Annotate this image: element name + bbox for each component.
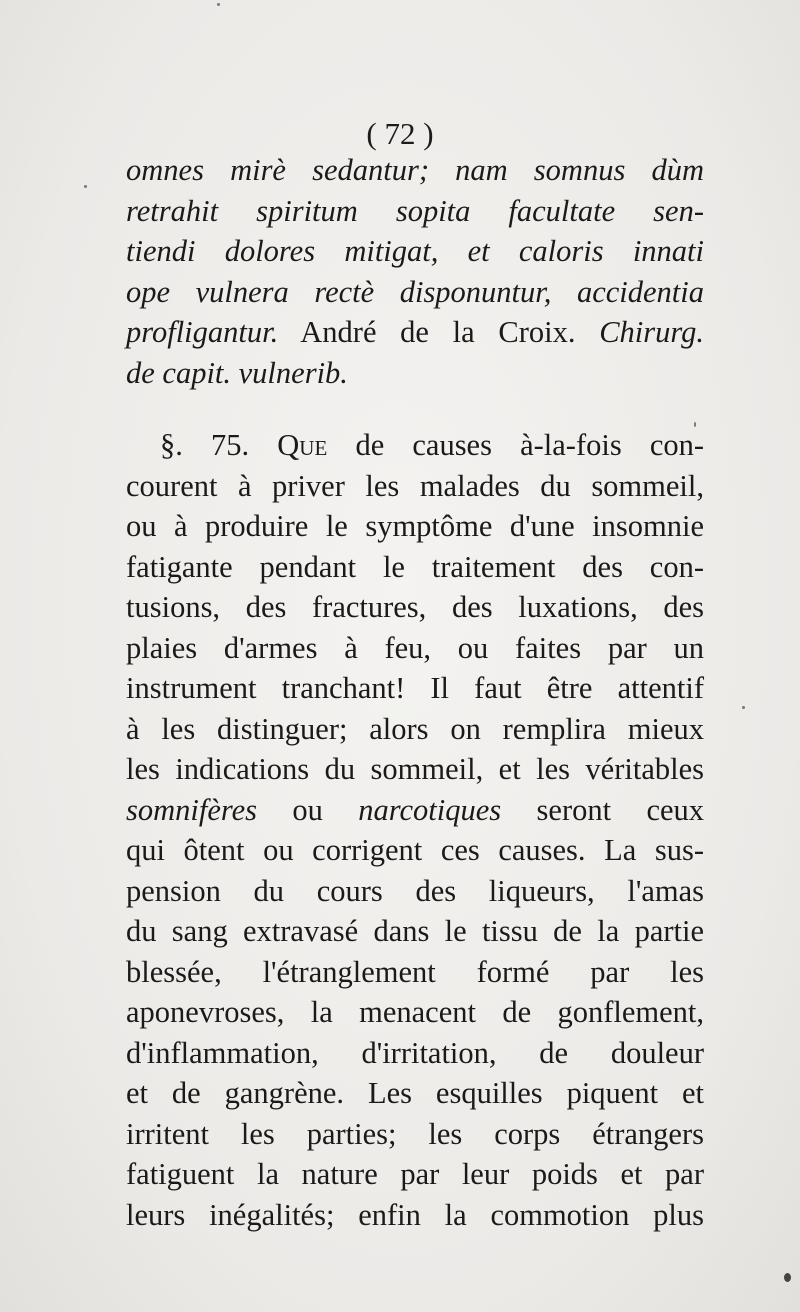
latin-quotation <box>126 150 704 393</box>
quote-line: omnes mirè sedantur; nam somnus dùm <box>126 153 704 187</box>
citation-author: André de la Croix. <box>300 315 576 349</box>
section-line: d'inflammation, d'irritation, de douleur <box>126 1035 704 1070</box>
paper-speck <box>694 422 696 427</box>
section-line: et de gangrène. Les esquilles piquent et <box>126 1076 704 1110</box>
quote-line: de capit. vulnerib. <box>126 355 348 390</box>
section-line: tusions, des fractures, des luxations, des <box>126 590 704 624</box>
section-words: seront ceux <box>536 792 705 827</box>
paper-speck <box>742 706 745 709</box>
section-lead-word: Que <box>277 428 328 462</box>
citation-work: Chirurg. <box>599 315 704 349</box>
section-line: blessée, l'étranglement formé par les <box>126 954 704 989</box>
body-text <box>126 150 704 1235</box>
italic-term: narcotiques <box>358 792 502 827</box>
quote-line: tiendi dolores mitigat, et caloris innati <box>126 234 704 268</box>
section-line: pension du cours des liqueurs, l'amas <box>126 873 704 908</box>
quote-word: profligantur. <box>126 315 279 349</box>
section-line: ou à produire le symptôme d'une insomnie <box>126 509 704 543</box>
paper-speck <box>217 3 220 6</box>
section-line: aponevroses, la menacent de gonflement, <box>126 995 704 1029</box>
section-line: les indications du sommeil, et les véritables <box>126 752 704 786</box>
section-line: fatiguent la nature par leur poids et par <box>126 1157 704 1191</box>
quote-line: ope vulnera rectè disponuntur, accidentia <box>126 274 704 309</box>
italic-term: somnifères <box>126 792 258 827</box>
section-line: fatigante pendant le traitement des con- <box>126 549 704 584</box>
section-word: ou <box>292 792 323 827</box>
section-number: §. 75. <box>160 428 250 462</box>
section-line: qui ôtent ou corrigent ces causes. La sus- <box>126 833 704 867</box>
section-line: courent à priver les malades du sommeil, <box>126 468 704 503</box>
section-first-line-text: de causes à-la-fois con- <box>355 428 705 462</box>
section-line: leurs inégalités; enfin la commotion plus <box>126 1197 704 1232</box>
section-line: irritent les parties; les corps étrangers <box>126 1116 704 1151</box>
section-line: à les distinguer; alors on remplira mieux <box>126 711 704 746</box>
section-line: plaies d'armes à feu, ou faites par un <box>126 630 704 665</box>
quote-line-citation <box>126 312 704 353</box>
section-first-line <box>126 425 704 466</box>
section-line: du sang extravasé dans le tissu de la partie <box>126 914 704 948</box>
section-line: instrument tranchant! Il faut être attentif <box>126 671 704 705</box>
quote-line: retrahit spiritum sopita facultate sen- <box>126 193 704 228</box>
section-line-mixed <box>126 790 704 831</box>
paper-speck <box>784 1273 791 1282</box>
section-75 <box>126 425 704 1235</box>
page-number: ( 72 ) <box>366 116 434 151</box>
paper-speck <box>84 185 87 188</box>
